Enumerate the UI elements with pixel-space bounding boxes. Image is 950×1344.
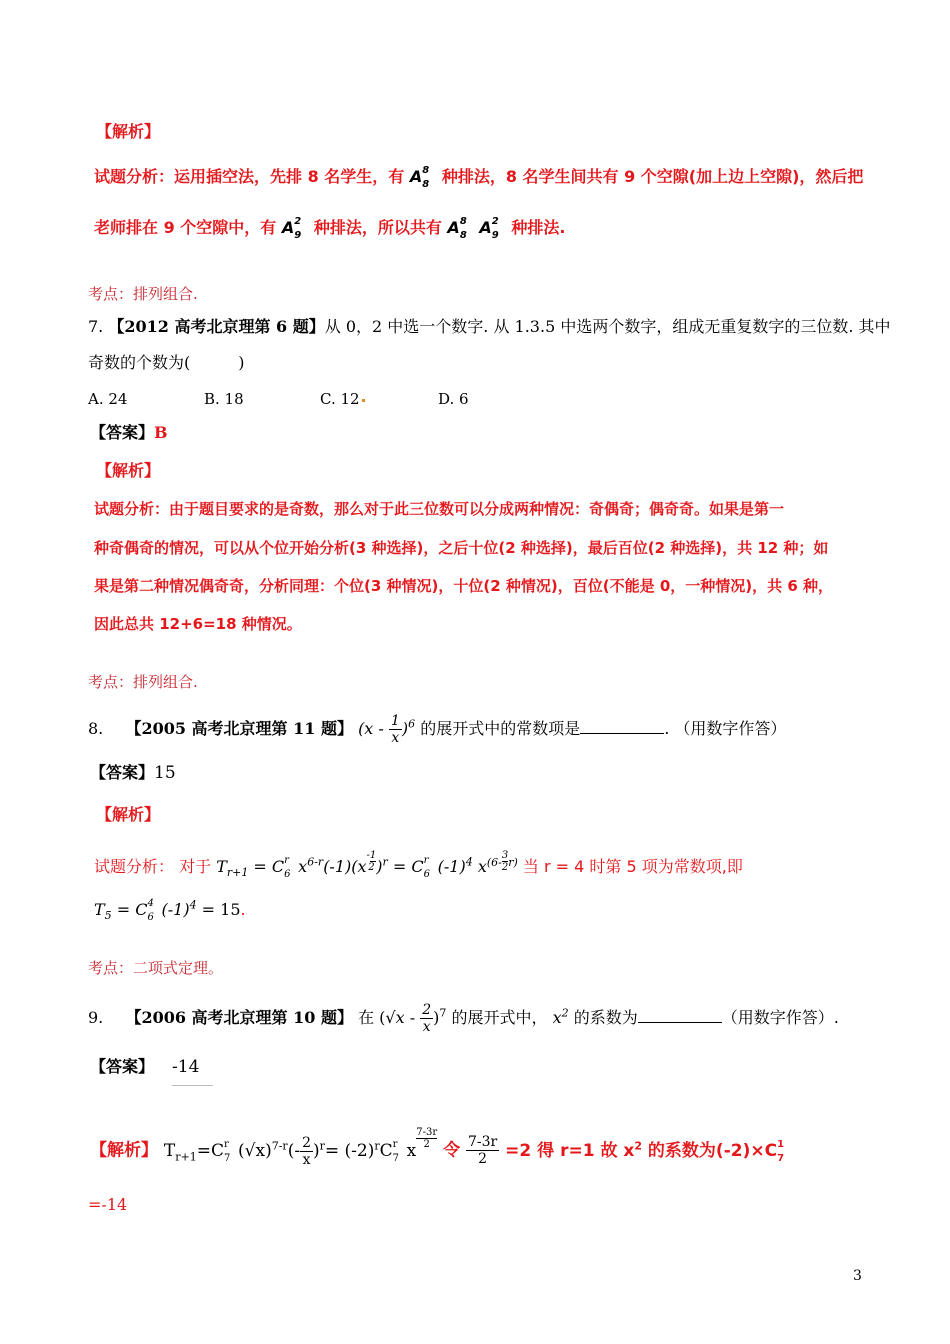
analysis-9-cond: 令 [443,1140,461,1161]
jiexi-label-9: 【解析】 [90,1140,158,1161]
kaodian-8: 考点：二项式定理。 [88,959,224,977]
analysis-9-formula: $T_{r+1}=C$ r 7 $(√x)^{7-r}(-$ $\frac{2}{x}$ )$^r= (-2)^rC$ r 7 x $^{\frac{7-3r}{2}}$ [163,1127,438,1168]
question-9-tail: （用数字作答）. [721,1008,839,1027]
answer-8-value: 15 [154,763,176,783]
question-9-stem-a: 的展开式中， [451,1008,548,1027]
question-7-stem1: 从 0，2 中选一个数字. 从 1.3.5 中选两个数字，组成无重复数字的三位数. 其中 [324,317,891,336]
analysis-8-lead: 试题分析： 对于 [94,857,212,876]
analysis-8-t5: $T_5 = C$ 4 6 $(-1)^4$ [94,898,197,923]
question-8-tail: . （用数字作答） [664,719,787,738]
answer-9-value: -14 [172,1057,213,1086]
answer-9 [90,1056,213,1078]
question-9-source: 【2006 高考北京理第 10 题】 [125,1008,353,1027]
mark-dot [362,399,365,402]
question-9-x2: $x^2$ [552,1006,569,1027]
question-9-expr: 在 (√x - $\frac{2}{x}$ )$^7$ [358,1002,447,1035]
analysis-8-result: = 15 [196,900,241,919]
perm-a92-b: A 2 9 [479,216,499,241]
analysis-9-line1 [90,1127,791,1168]
option-a: A. 24 [88,390,128,408]
perm-a88: A 8 8 [409,165,430,190]
analysis-9-coef: 的系数为(-2)×C 1 7 [647,1138,785,1164]
option-d: D. 6 [438,390,469,408]
analysis-9-cond-rest: =2 得 r=1 故 $x^2$ [505,1138,642,1161]
analysis-8-line2 [94,899,246,921]
analysis-8-cond: 当 r = 4 时第 5 项为常数项,即 [522,857,743,876]
question-8-number: 8. [88,719,104,738]
kaodian-7: 考点：排列组合. [88,673,198,691]
analysis-7-line2: 种奇偶奇的情况，可以从个位开始分析(3 种选择)，之后十位(2 种选择)，最后百位(2 种选择)，共 12 种；如 [94,539,829,557]
perm-a92: A 2 9 [281,216,302,241]
answer-7-label: 【答案】 [90,423,155,442]
answer-7 [90,422,168,444]
analysis-6-line1-a: 试题分析：运用插空法，先排 8 名学生，有 [94,167,405,186]
question-9-number: 9. [88,1008,104,1027]
analysis-6-line2 [94,217,565,239]
jiexi-label-8: 【解析】 [96,805,161,824]
analysis-6-line2-b: 种排法，所以共有 [313,218,442,237]
analysis-7-line1: 试题分析：由于题目要求的是奇数，那么对于此三位数可以分成两种情况：奇偶奇；偶奇奇。如果是第一 [94,500,785,518]
kaodian-6: 考点：排列组合. [88,285,198,303]
perm-a88-b: A 8 8 [447,216,467,241]
question-7-number: 7. [88,317,104,336]
analysis-6-line2-c: 种排法. [511,218,566,237]
jiexi-label-7: 【解析】 [96,461,161,480]
answer-8-label: 【答案】 [90,763,155,782]
answer-blank-8 [580,717,664,734]
answer-blank-9 [638,1006,722,1023]
question-9-stem-b: 的系数为 [573,1008,638,1027]
question-7-stem2 [88,352,245,374]
question-8-stem [88,713,786,746]
option-b: B. 18 [204,390,244,408]
answer-8 [90,762,176,784]
analysis-7-line3: 果是第二种情况偶奇奇，分析同理：个位(3 种情况)，十位(2 种情况)，百位(不能是 0，一种情况)，共 6 种， [94,577,833,595]
analysis-6-line2-a: 老师排在 9 个空隙中，有 [94,218,277,237]
analysis-9-cond-frac: $\frac{7-3r}{2}$ [468,1134,498,1167]
jiexi-label-6: 【解析】 [96,122,161,141]
question-8-stem-text: 的展开式中的常数项是 [420,719,581,738]
answer-9-label: 【答案】 [90,1057,155,1076]
question-7-stem [88,316,891,338]
analysis-8-end: . [240,900,246,919]
question-7-stem2-text: 奇数的个数为( [88,353,191,372]
option-c: C. 12 [320,388,365,410]
answer-7-value: B [154,423,168,442]
analysis-6-line1 [94,166,863,188]
analysis-8-line1 [94,849,743,880]
analysis-9-result: =-14 [88,1195,128,1214]
question-9-stem [88,1002,839,1035]
question-7-source: 【2012 高考北京理第 6 题】 [108,317,325,336]
page-number: 3 [853,1268,862,1284]
analysis-6-line1-b: 种排法，8 名学生间共有 9 个空隙(加上边上空隙)，然后把 [441,167,864,186]
analysis-8-formula: $T_{r+1} = C$ r 6 $x^{6-r}(-1)(x^{-1 2}$ )$^r$ = C r 6 $(-1)^4$ $x^{(6- \frac{3}{2}r)}$ [216,849,518,880]
question-8-source: 【2005 高考北京理第 11 题】 [125,719,353,738]
question-7-stem2-end: ) [238,353,245,372]
analysis-7-line4: 因此总共 12+6=18 种情况。 [94,615,302,633]
question-8-expr: (x - $\frac{1}{x}$ )$^6$ [358,713,416,746]
